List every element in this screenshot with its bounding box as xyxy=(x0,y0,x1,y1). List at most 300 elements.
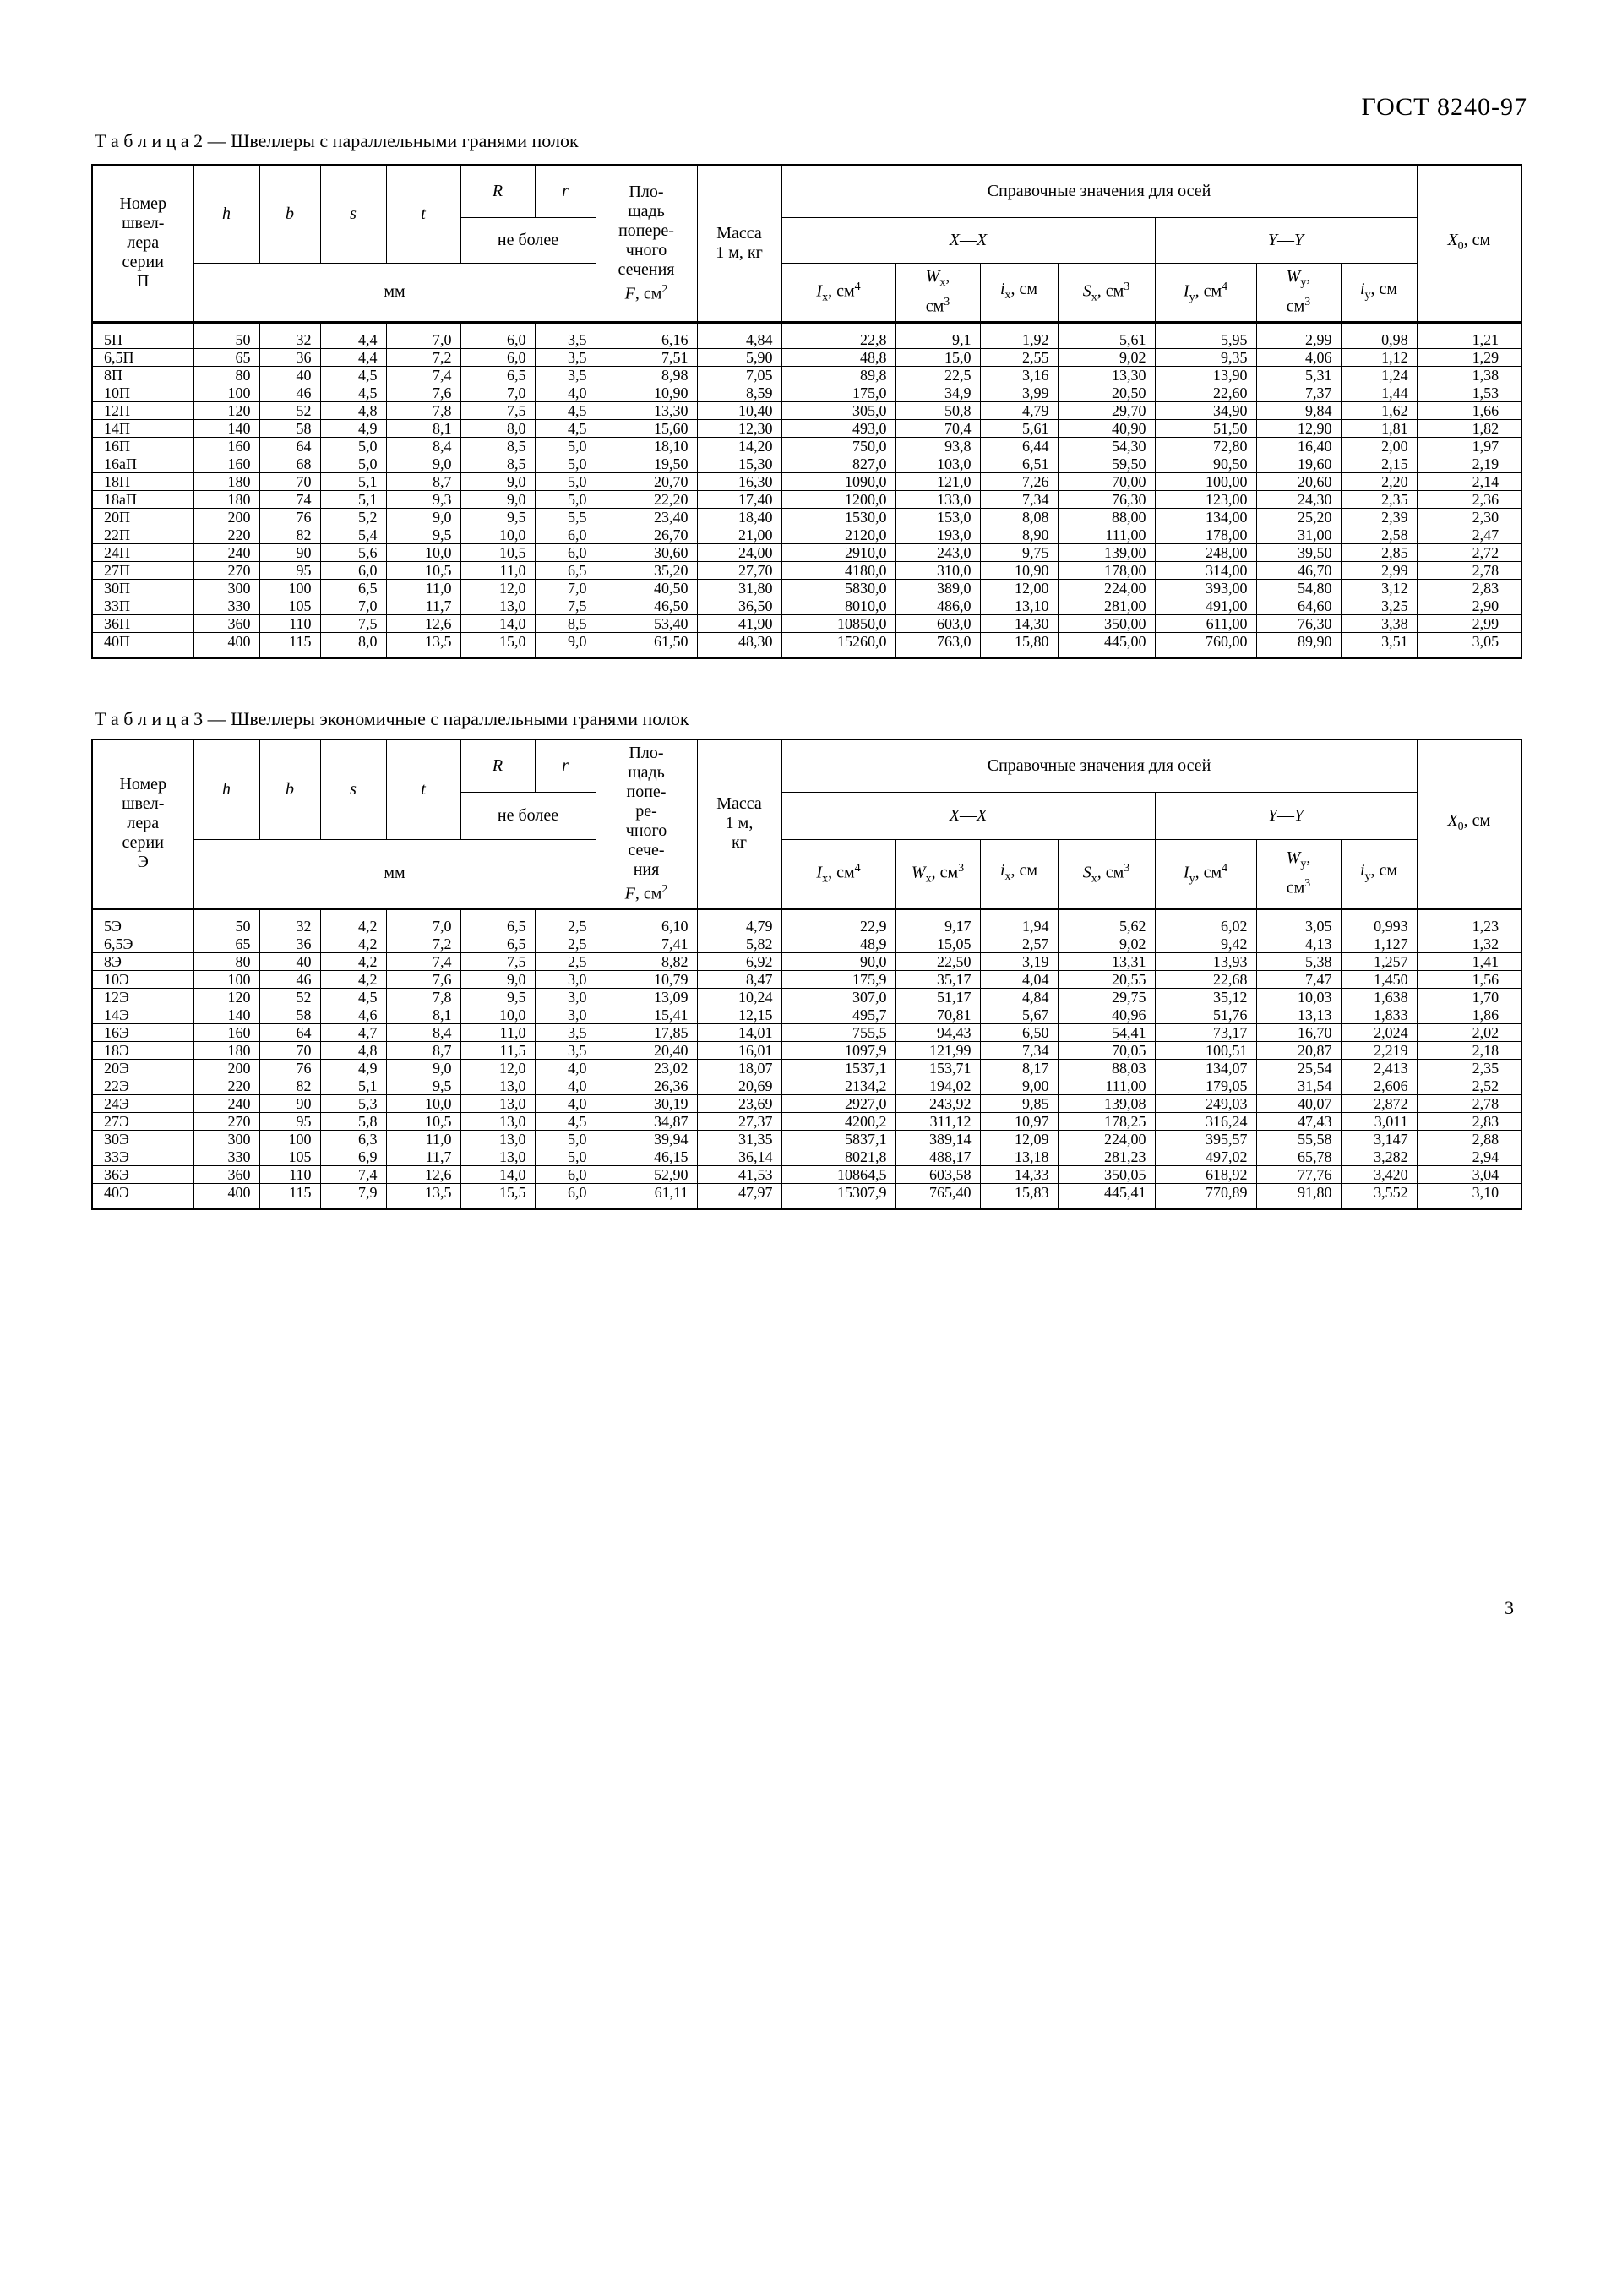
value-cell: 32 xyxy=(259,322,320,348)
value-cell: 8,0 xyxy=(320,632,386,658)
value-cell: 5,0 xyxy=(535,1148,596,1165)
value-cell: 15,60 xyxy=(596,419,697,437)
value-cell: 4,2 xyxy=(320,970,386,988)
value-cell: 9,0 xyxy=(460,970,535,988)
value-cell: 179,05 xyxy=(1155,1077,1256,1094)
value-cell: 3,51 xyxy=(1341,632,1417,658)
value-cell: 70,4 xyxy=(895,419,980,437)
value-cell: 4,9 xyxy=(320,1059,386,1077)
value-cell: 4,13 xyxy=(1256,935,1341,952)
channel-designation: 16аП xyxy=(92,455,193,472)
value-cell: 445,41 xyxy=(1058,1183,1155,1209)
value-cell: 1530,0 xyxy=(781,508,895,526)
value-cell: 105 xyxy=(259,1148,320,1165)
value-cell: 2,52 xyxy=(1417,1077,1521,1094)
value-cell: 248,00 xyxy=(1155,543,1256,561)
value-cell: 12,6 xyxy=(386,614,460,632)
value-cell: 13,0 xyxy=(460,1094,535,1112)
value-cell: 80 xyxy=(193,952,259,970)
value-cell: 220 xyxy=(193,526,259,543)
value-cell: 9,0 xyxy=(386,1059,460,1077)
value-cell: 1,56 xyxy=(1417,970,1521,988)
value-cell: 46,50 xyxy=(596,597,697,614)
value-cell: 70 xyxy=(259,1041,320,1059)
value-cell: 243,0 xyxy=(895,543,980,561)
value-cell: 11,0 xyxy=(386,579,460,597)
value-cell: 10864,5 xyxy=(781,1165,895,1183)
value-cell: 0,98 xyxy=(1341,322,1417,348)
value-cell: 360 xyxy=(193,614,259,632)
value-cell: 22,68 xyxy=(1155,970,1256,988)
value-cell: 6,0 xyxy=(535,526,596,543)
value-cell: 17,40 xyxy=(697,490,781,508)
value-cell: 7,41 xyxy=(596,935,697,952)
value-cell: 1537,1 xyxy=(781,1059,895,1077)
value-cell: 5,62 xyxy=(1058,908,1155,935)
value-cell: 6,9 xyxy=(320,1148,386,1165)
channel-designation: 40П xyxy=(92,632,193,658)
value-cell: 8,1 xyxy=(386,419,460,437)
value-cell: 765,40 xyxy=(895,1183,980,1209)
value-cell: 160 xyxy=(193,437,259,455)
value-cell: 11,0 xyxy=(460,1023,535,1041)
value-cell: 52 xyxy=(259,988,320,1006)
value-cell: 240 xyxy=(193,1094,259,1112)
value-cell: 1,450 xyxy=(1341,970,1417,988)
value-cell: 395,57 xyxy=(1155,1130,1256,1148)
value-cell: 7,34 xyxy=(980,490,1058,508)
value-cell: 1,21 xyxy=(1417,322,1521,348)
value-cell: 40 xyxy=(259,366,320,384)
value-cell: 1200,0 xyxy=(781,490,895,508)
value-cell: 2,55 xyxy=(980,348,1058,366)
value-cell: 5,6 xyxy=(320,543,386,561)
value-cell: 3,04 xyxy=(1417,1165,1521,1183)
value-cell: 1,23 xyxy=(1417,908,1521,935)
value-cell: 54,41 xyxy=(1058,1023,1155,1041)
value-cell: 82 xyxy=(259,1077,320,1094)
value-cell: 2,88 xyxy=(1417,1130,1521,1148)
value-cell: 46,70 xyxy=(1256,561,1341,579)
value-cell: 4,5 xyxy=(535,401,596,419)
value-cell: 36,14 xyxy=(697,1148,781,1165)
value-cell: 4,2 xyxy=(320,952,386,970)
th-axis-yy: Y—Y xyxy=(1155,792,1417,839)
value-cell: 65,78 xyxy=(1256,1148,1341,1165)
channel-designation: 10П xyxy=(92,384,193,401)
value-cell: 175,9 xyxy=(781,970,895,988)
value-cell: 30,60 xyxy=(596,543,697,561)
value-cell: 8,5 xyxy=(535,614,596,632)
value-cell: 2,39 xyxy=(1341,508,1417,526)
value-cell: 74 xyxy=(259,490,320,508)
value-cell: 36 xyxy=(259,348,320,366)
channel-designation: 6,5Э xyxy=(92,935,193,952)
value-cell: 488,17 xyxy=(895,1148,980,1165)
th-R: R xyxy=(460,739,535,792)
th-t: t xyxy=(386,165,460,263)
channel-designation: 36П xyxy=(92,614,193,632)
value-cell: 9,00 xyxy=(980,1077,1058,1094)
value-cell: 52 xyxy=(259,401,320,419)
value-cell: 4,84 xyxy=(980,988,1058,1006)
value-cell: 89,8 xyxy=(781,366,895,384)
value-cell: 2,99 xyxy=(1341,561,1417,579)
channel-designation: 10Э xyxy=(92,970,193,988)
value-cell: 140 xyxy=(193,1006,259,1023)
channel-designation: 24Э xyxy=(92,1094,193,1112)
value-cell: 40,90 xyxy=(1058,419,1155,437)
value-cell: 8,17 xyxy=(980,1059,1058,1077)
value-cell: 2,35 xyxy=(1417,1059,1521,1077)
table-row xyxy=(92,1094,1521,1112)
value-cell: 7,4 xyxy=(386,366,460,384)
value-cell: 4,4 xyxy=(320,322,386,348)
value-cell: 14,0 xyxy=(460,1165,535,1183)
value-cell: 281,23 xyxy=(1058,1148,1155,1165)
value-cell: 18,40 xyxy=(697,508,781,526)
value-cell: 9,0 xyxy=(460,490,535,508)
value-cell: 160 xyxy=(193,1023,259,1041)
value-cell: 6,5 xyxy=(460,935,535,952)
value-cell: 1,12 xyxy=(1341,348,1417,366)
value-cell: 400 xyxy=(193,1183,259,1209)
value-cell: 491,00 xyxy=(1155,597,1256,614)
value-cell: 6,5 xyxy=(460,366,535,384)
value-cell: 6,5 xyxy=(460,908,535,935)
value-cell: 5,1 xyxy=(320,472,386,490)
table-row xyxy=(92,384,1521,401)
value-cell: 2,78 xyxy=(1417,1094,1521,1112)
value-cell: 4,79 xyxy=(697,908,781,935)
value-cell: 13,90 xyxy=(1155,366,1256,384)
value-cell: 15,83 xyxy=(980,1183,1058,1209)
value-cell: 120 xyxy=(193,401,259,419)
channel-designation: 18Э xyxy=(92,1041,193,1059)
table-row xyxy=(92,1112,1521,1130)
value-cell: 100 xyxy=(193,970,259,988)
value-cell: 3,38 xyxy=(1341,614,1417,632)
value-cell: 194,02 xyxy=(895,1077,980,1094)
value-cell: 10,0 xyxy=(386,1094,460,1112)
value-cell: 7,5 xyxy=(460,401,535,419)
value-cell: 2,02 xyxy=(1417,1023,1521,1041)
value-cell: 400 xyxy=(193,632,259,658)
value-cell: 8,90 xyxy=(980,526,1058,543)
value-cell: 178,00 xyxy=(1155,526,1256,543)
value-cell: 2,30 xyxy=(1417,508,1521,526)
value-cell: 10850,0 xyxy=(781,614,895,632)
value-cell: 180 xyxy=(193,1041,259,1059)
value-cell: 22,60 xyxy=(1155,384,1256,401)
value-cell: 6,44 xyxy=(980,437,1058,455)
value-cell: 22,50 xyxy=(895,952,980,970)
value-cell: 9,75 xyxy=(980,543,1058,561)
value-cell: 350,00 xyxy=(1058,614,1155,632)
th-R: R xyxy=(460,165,535,217)
value-cell: 4,6 xyxy=(320,1006,386,1023)
value-cell: 3,011 xyxy=(1341,1112,1417,1130)
value-cell: 10,03 xyxy=(1256,988,1341,1006)
value-cell: 6,02 xyxy=(1155,908,1256,935)
value-cell: 46,15 xyxy=(596,1148,697,1165)
value-cell: 360 xyxy=(193,1165,259,1183)
value-cell: 16,40 xyxy=(1256,437,1341,455)
value-cell: 31,35 xyxy=(697,1130,781,1148)
th-ix: $i_x$, см xyxy=(980,263,1058,322)
th-Wx: $W_x$, $см^3$ xyxy=(895,839,980,908)
value-cell: 95 xyxy=(259,1112,320,1130)
table-row xyxy=(92,543,1521,561)
value-cell: 5,2 xyxy=(320,508,386,526)
value-cell: 16,30 xyxy=(697,472,781,490)
value-cell: 27,70 xyxy=(697,561,781,579)
value-cell: 40,07 xyxy=(1256,1094,1341,1112)
table-row xyxy=(92,472,1521,490)
th-Wy: $W_y$, $см^3$ xyxy=(1256,263,1341,322)
value-cell: 22,9 xyxy=(781,908,895,935)
value-cell: 224,00 xyxy=(1058,1130,1155,1148)
value-cell: 15,30 xyxy=(697,455,781,472)
value-cell: 50 xyxy=(193,322,259,348)
channel-designation: 27П xyxy=(92,561,193,579)
value-cell: 7,6 xyxy=(386,970,460,988)
value-cell: 80 xyxy=(193,366,259,384)
value-cell: 5,0 xyxy=(320,455,386,472)
value-cell: 3,25 xyxy=(1341,597,1417,614)
value-cell: 1,257 xyxy=(1341,952,1417,970)
value-cell: 389,0 xyxy=(895,579,980,597)
value-cell: 1,29 xyxy=(1417,348,1521,366)
channel-designation: 18П xyxy=(92,472,193,490)
value-cell: 220 xyxy=(193,1077,259,1094)
page-number: 3 xyxy=(1505,1597,1514,1618)
value-cell: 153,71 xyxy=(895,1059,980,1077)
table-row xyxy=(92,1148,1521,1165)
value-cell: 13,30 xyxy=(596,401,697,419)
value-cell: 35,17 xyxy=(895,970,980,988)
value-cell: 3,0 xyxy=(535,988,596,1006)
value-cell: 8,82 xyxy=(596,952,697,970)
value-cell: 134,07 xyxy=(1155,1059,1256,1077)
channel-designation: 22П xyxy=(92,526,193,543)
value-cell: 22,8 xyxy=(781,322,895,348)
value-cell: 19,50 xyxy=(596,455,697,472)
value-cell: 7,9 xyxy=(320,1183,386,1209)
channel-designation: 24П xyxy=(92,543,193,561)
value-cell: 139,00 xyxy=(1058,543,1155,561)
value-cell: 4,5 xyxy=(535,1112,596,1130)
document-code: ГОСТ 8240-97 xyxy=(1361,93,1527,121)
th-h: h xyxy=(193,739,259,839)
value-cell: 3,5 xyxy=(535,1023,596,1041)
table-row xyxy=(92,561,1521,579)
channel-designation: 27Э xyxy=(92,1112,193,1130)
value-cell: 175,0 xyxy=(781,384,895,401)
th-mm: мм xyxy=(193,263,596,322)
table-row xyxy=(92,970,1521,988)
value-cell: 91,80 xyxy=(1256,1183,1341,1209)
value-cell: 40,50 xyxy=(596,579,697,597)
value-cell: 15260,0 xyxy=(781,632,895,658)
value-cell: 827,0 xyxy=(781,455,895,472)
value-cell: 3,5 xyxy=(535,366,596,384)
value-cell: 24,00 xyxy=(697,543,781,561)
value-cell: 7,8 xyxy=(386,401,460,419)
value-cell: 2,19 xyxy=(1417,455,1521,472)
value-cell: 20,69 xyxy=(697,1077,781,1094)
value-cell: 8,5 xyxy=(460,455,535,472)
value-cell: 26,36 xyxy=(596,1077,697,1094)
value-cell: 4,0 xyxy=(535,1059,596,1077)
value-cell: 10,0 xyxy=(460,1006,535,1023)
value-cell: 8,0 xyxy=(460,419,535,437)
th-not-more: не более xyxy=(460,217,596,263)
value-cell: 20,50 xyxy=(1058,384,1155,401)
channel-designation: 8Э xyxy=(92,952,193,970)
value-cell: 281,00 xyxy=(1058,597,1155,614)
value-cell: 30,19 xyxy=(596,1094,697,1112)
value-cell: 13,5 xyxy=(386,1183,460,1209)
value-cell: 31,00 xyxy=(1256,526,1341,543)
value-cell: 180 xyxy=(193,472,259,490)
value-cell: 64,60 xyxy=(1256,597,1341,614)
value-cell: 1,53 xyxy=(1417,384,1521,401)
value-cell: 2,5 xyxy=(535,935,596,952)
value-cell: 178,00 xyxy=(1058,561,1155,579)
value-cell: 73,17 xyxy=(1155,1023,1256,1041)
value-cell: 11,0 xyxy=(460,561,535,579)
value-cell: 7,4 xyxy=(320,1165,386,1183)
value-cell: 3,0 xyxy=(535,1006,596,1023)
value-cell: 9,02 xyxy=(1058,935,1155,952)
channel-designation: 5П xyxy=(92,322,193,348)
value-cell: 330 xyxy=(193,1148,259,1165)
value-cell: 111,00 xyxy=(1058,526,1155,543)
value-cell: 1,638 xyxy=(1341,988,1417,1006)
channel-designation: 12Э xyxy=(92,988,193,1006)
table-row xyxy=(92,419,1521,437)
value-cell: 310,0 xyxy=(895,561,980,579)
table-row xyxy=(92,1165,1521,1183)
value-cell: 14,30 xyxy=(980,614,1058,632)
value-cell: 8,98 xyxy=(596,366,697,384)
value-cell: 7,5 xyxy=(460,952,535,970)
value-cell: 495,7 xyxy=(781,1006,895,1023)
value-cell: 40 xyxy=(259,952,320,970)
value-cell: 160 xyxy=(193,455,259,472)
value-cell: 393,00 xyxy=(1155,579,1256,597)
value-cell: 6,92 xyxy=(697,952,781,970)
th-s: s xyxy=(320,739,386,839)
th-ix: $i_x$, см xyxy=(980,839,1058,908)
value-cell: 23,69 xyxy=(697,1094,781,1112)
channel-designation: 20Э xyxy=(92,1059,193,1077)
value-cell: 20,70 xyxy=(596,472,697,490)
channel-designation: 6,5П xyxy=(92,348,193,366)
value-cell: 64 xyxy=(259,1023,320,1041)
value-cell: 34,87 xyxy=(596,1112,697,1130)
value-cell: 0,993 xyxy=(1341,908,1417,935)
value-cell: 110 xyxy=(259,614,320,632)
value-cell: 2910,0 xyxy=(781,543,895,561)
value-cell: 10,0 xyxy=(386,543,460,561)
value-cell: 25,20 xyxy=(1256,508,1341,526)
value-cell: 5,0 xyxy=(535,455,596,472)
value-cell: 6,5 xyxy=(320,579,386,597)
value-cell: 8,59 xyxy=(697,384,781,401)
value-cell: 23,40 xyxy=(596,508,697,526)
channel-designation: 16П xyxy=(92,437,193,455)
value-cell: 47,43 xyxy=(1256,1112,1341,1130)
value-cell: 2,57 xyxy=(980,935,1058,952)
th-h: h xyxy=(193,165,259,263)
value-cell: 3,420 xyxy=(1341,1165,1417,1183)
value-cell: 1,38 xyxy=(1417,366,1521,384)
value-cell: 64 xyxy=(259,437,320,455)
value-cell: 2,78 xyxy=(1417,561,1521,579)
th-x0: $X_0$, см xyxy=(1417,165,1521,322)
value-cell: 2120,0 xyxy=(781,526,895,543)
value-cell: 9,0 xyxy=(535,632,596,658)
value-cell: 59,50 xyxy=(1058,455,1155,472)
value-cell: 4,2 xyxy=(320,908,386,935)
value-cell: 10,97 xyxy=(980,1112,1058,1130)
value-cell: 39,50 xyxy=(1256,543,1341,561)
value-cell: 249,03 xyxy=(1155,1094,1256,1112)
value-cell: 32 xyxy=(259,908,320,935)
value-cell: 5,0 xyxy=(535,490,596,508)
value-cell: 6,0 xyxy=(320,561,386,579)
value-cell: 5,95 xyxy=(1155,322,1256,348)
value-cell: 4,0 xyxy=(535,384,596,401)
value-cell: 8,7 xyxy=(386,1041,460,1059)
table-row xyxy=(92,348,1521,366)
value-cell: 51,76 xyxy=(1155,1006,1256,1023)
table-row xyxy=(92,579,1521,597)
value-cell: 36,50 xyxy=(697,597,781,614)
value-cell: 200 xyxy=(193,508,259,526)
value-cell: 105 xyxy=(259,597,320,614)
value-cell: 1,62 xyxy=(1341,401,1417,419)
value-cell: 9,0 xyxy=(460,472,535,490)
value-cell: 9,5 xyxy=(386,526,460,543)
value-cell: 611,00 xyxy=(1155,614,1256,632)
value-cell: 9,0 xyxy=(386,455,460,472)
value-cell: 48,30 xyxy=(697,632,781,658)
value-cell: 2,47 xyxy=(1417,526,1521,543)
value-cell: 100 xyxy=(259,1130,320,1148)
value-cell: 3,552 xyxy=(1341,1183,1417,1209)
value-cell: 22,20 xyxy=(596,490,697,508)
value-cell: 46 xyxy=(259,384,320,401)
value-cell: 4,0 xyxy=(535,1077,596,1094)
table2-body xyxy=(92,322,1521,658)
value-cell: 389,14 xyxy=(895,1130,980,1148)
value-cell: 1,127 xyxy=(1341,935,1417,952)
value-cell: 115 xyxy=(259,1183,320,1209)
value-cell: 2,83 xyxy=(1417,579,1521,597)
value-cell: 7,5 xyxy=(535,597,596,614)
value-cell: 5,1 xyxy=(320,490,386,508)
value-cell: 243,92 xyxy=(895,1094,980,1112)
value-cell: 123,00 xyxy=(1155,490,1256,508)
value-cell: 8,1 xyxy=(386,1006,460,1023)
value-cell: 120 xyxy=(193,988,259,1006)
table-row xyxy=(92,597,1521,614)
value-cell: 41,90 xyxy=(697,614,781,632)
value-cell: 31,54 xyxy=(1256,1077,1341,1094)
